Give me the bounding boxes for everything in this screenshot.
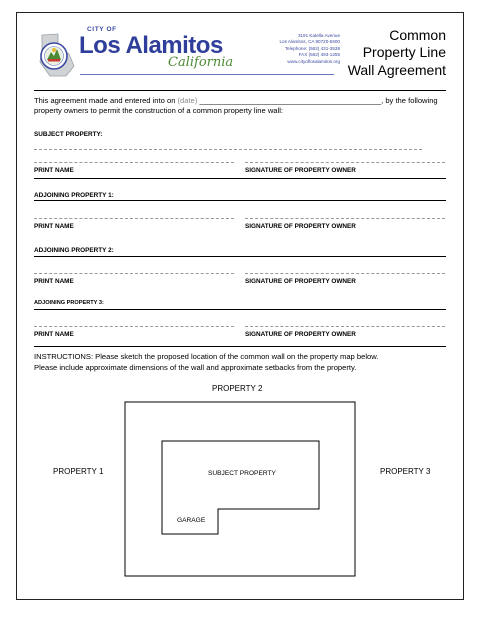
adjoining3-signature-label: SIGNATURE OF PROPERTY OWNER bbox=[245, 331, 356, 338]
adjoining2-signature-field[interactable] bbox=[245, 273, 445, 274]
property-3-label: PROPERTY 3 bbox=[380, 467, 431, 476]
address-city: Los Alamitos, CA 90720-5600 bbox=[279, 39, 340, 45]
section-rule-2 bbox=[34, 200, 446, 201]
section-rule-1 bbox=[34, 178, 446, 179]
subject-property-map-label: SUBJECT PROPERTY bbox=[208, 470, 276, 477]
subject-signature-label: SIGNATURE OF PROPERTY OWNER bbox=[245, 167, 356, 174]
garage-label: GARAGE bbox=[177, 517, 206, 524]
subject-property-field[interactable] bbox=[34, 149, 422, 150]
title-line-2: Property Line bbox=[362, 44, 446, 60]
adjoining1-print-name-label: PRINT NAME bbox=[34, 223, 74, 230]
city-script-logo: California bbox=[168, 55, 234, 70]
section-rule-5 bbox=[34, 346, 446, 347]
section-rule-3 bbox=[34, 256, 446, 257]
city-of-label: CITY OF bbox=[87, 26, 117, 33]
title-line-3: Wall Agreement bbox=[347, 62, 446, 78]
adjoining2-print-name-field[interactable] bbox=[34, 273, 234, 274]
intro-suffix: , by the following property owners to permit the construction of a common property line wall: bbox=[34, 96, 438, 115]
adjoining2-signature-label: SIGNATURE OF PROPERTY OWNER bbox=[245, 278, 356, 285]
city-address bbox=[254, 33, 340, 65]
section-rule-4 bbox=[34, 309, 446, 310]
subject-signature-field[interactable] bbox=[245, 162, 445, 163]
instructions-line-1: INSTRUCTIONS: Please sketch the proposed location of the common wall on the property map below. bbox=[34, 352, 379, 361]
subject-property-label: SUBJECT PROPERTY: bbox=[34, 131, 103, 138]
intro-prefix: This agreement made and entered into on bbox=[34, 96, 178, 105]
intro-paragraph bbox=[34, 96, 446, 116]
date-blank[interactable]: ___________________________________________ bbox=[197, 96, 382, 105]
instructions-line-2: Please include approximate dimensions of the wall and approximate setbacks from the property. bbox=[34, 362, 357, 372]
address-street: 3191 Katella Avenue bbox=[297, 33, 340, 38]
subject-print-name-label: PRINT NAME bbox=[34, 167, 74, 174]
subject-print-name-field[interactable] bbox=[34, 162, 234, 163]
city-seal-icon bbox=[36, 32, 76, 78]
adjoining-property-2-label: ADJOINING PROPERTY 2: bbox=[34, 247, 114, 254]
adjoining-property-1-label: ADJOINING PROPERTY 1: bbox=[34, 192, 114, 199]
date-hint: (date) bbox=[177, 96, 198, 105]
city-name-logo: Los Alamitos bbox=[79, 32, 223, 59]
property-1-label: PROPERTY 1 bbox=[53, 467, 104, 476]
adjoining3-signature-field[interactable] bbox=[245, 326, 445, 327]
adjoining1-print-name-field[interactable] bbox=[34, 218, 234, 219]
adjoining2-print-name-label: PRINT NAME bbox=[34, 278, 74, 285]
title-line-1: Common bbox=[389, 27, 446, 43]
adjoining3-print-name-label: PRINT NAME bbox=[34, 331, 74, 338]
address-fax: FAX (562) 493-1255 bbox=[298, 52, 340, 58]
property-2-label: PROPERTY 2 bbox=[212, 384, 263, 393]
header-rule bbox=[34, 90, 446, 91]
adjoining1-signature-field[interactable] bbox=[245, 218, 445, 219]
adjoining3-print-name-field[interactable] bbox=[34, 326, 234, 327]
instructions-text bbox=[34, 352, 446, 373]
logo-divider bbox=[80, 74, 334, 75]
document-title bbox=[336, 27, 446, 79]
adjoining1-signature-label: SIGNATURE OF PROPERTY OWNER bbox=[245, 223, 356, 230]
adjoining-property-3-label: ADJOINING PROPERTY 3: bbox=[34, 300, 104, 306]
address-website[interactable]: www.cityoflosalamitos.org bbox=[287, 58, 340, 64]
address-phone: Telephone: (562) 431-3538 bbox=[284, 45, 340, 51]
